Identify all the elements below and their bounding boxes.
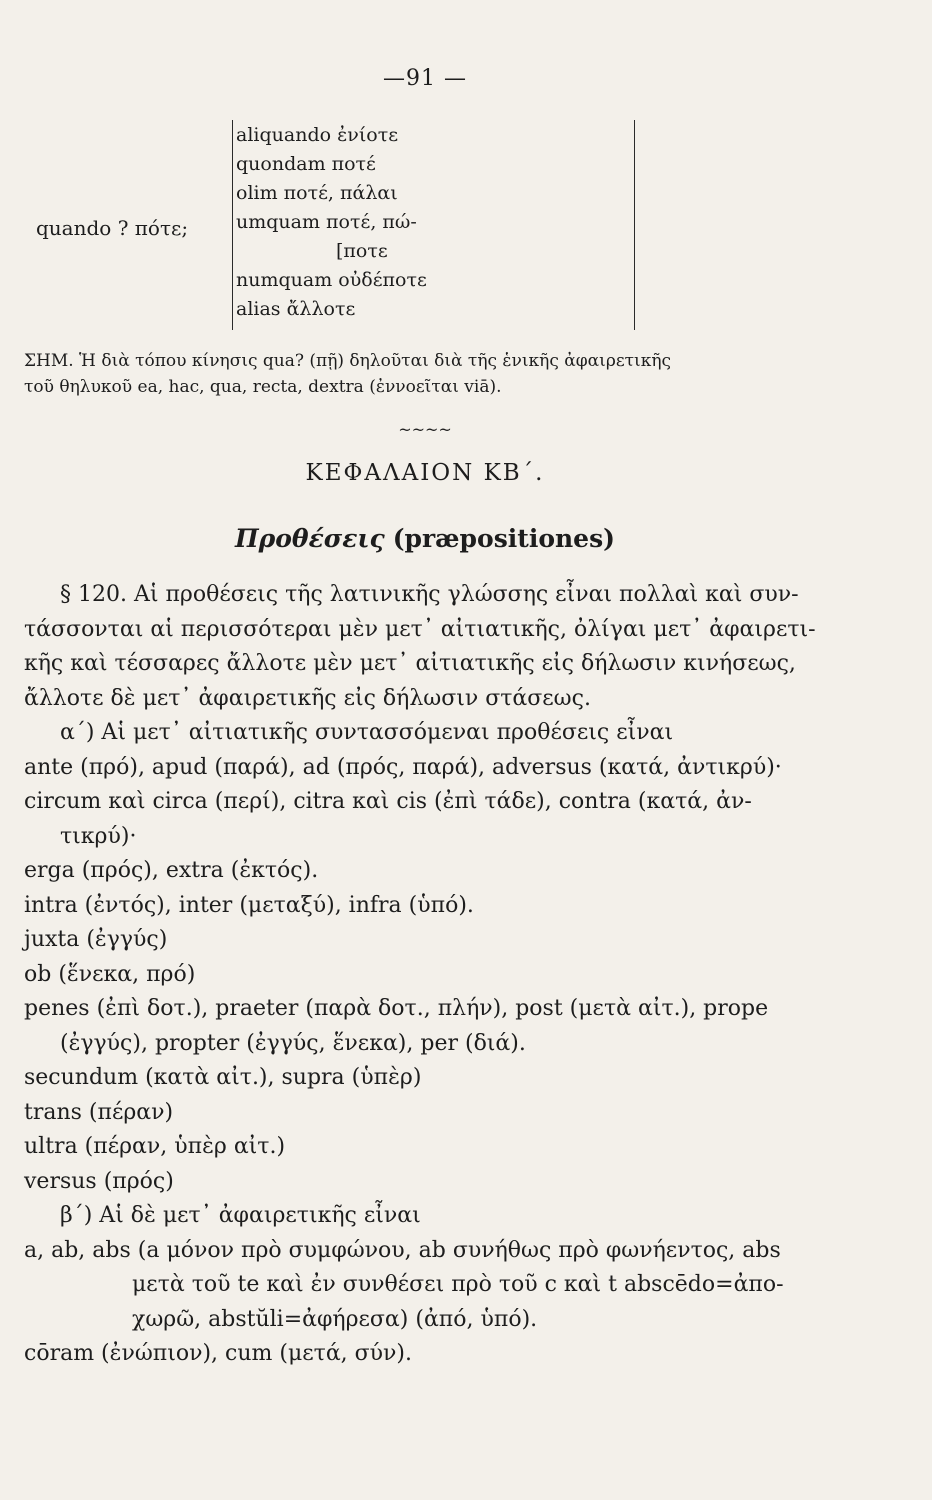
text-line: versus (πρός) <box>24 1168 174 1194</box>
adverb-item: aliquando ἐνίοτε <box>236 124 399 146</box>
text-line: ἄλλοτε δὲ μετ᾽ ἀφαιρετικῆς εἰς δήλωσιν στάσεως. <box>24 685 591 711</box>
text-line: secundum (κατὰ αἰτ.), supra (ὑπὲρ) <box>24 1065 422 1090</box>
adverb-table <box>36 118 676 336</box>
chapter-heading: ΚΕΦΑΛΑΙΟΝ ΚΒ΄. <box>305 460 545 486</box>
text-line: intra (ἐντός), inter (μεταξύ), infra (ὑπό). <box>24 892 474 918</box>
left-bracket-line <box>232 120 233 330</box>
text-line: § 120. Αἱ προθέσεις τῆς λατινικῆς γλώσσης εἶναι πολλαὶ καὶ συν- <box>60 582 799 607</box>
ornament: ~~~~ <box>398 420 452 439</box>
note-line: ΣΗΜ. Ἡ διὰ τόπου κίνησις qua? (πῇ) δηλοῦται διὰ τῆς ἑνικῆς ἀφαιρετικῆς <box>24 351 672 371</box>
text-line: ante (πρό), apud (παρά), ad (πρός, παρά), adversus (κατά, ἀντικρύ)· <box>24 754 782 780</box>
text-line: trans (πέραν) <box>24 1099 174 1125</box>
note-line: τοῦ θηλυκοῦ ea, hac, qua, recta, dextra (ἐννοεῖται viā). <box>24 377 502 397</box>
text-line: κῆς καὶ τέσσαρες ἄλλοτε μὲν μετ᾽ αἰτιατικῆς εἰς δήλωσιν κινήσεως, <box>24 651 796 676</box>
text-line: β΄) Αἱ δὲ μετ᾽ ἀφαιρετικῆς εἶναι <box>60 1203 421 1228</box>
text-line: ultra (πέραν, ὑπὲρ αἰτ.) <box>24 1134 286 1159</box>
text-line: τάσσονται αἱ περισσότεραι μὲν μετ᾽ αἰτιατικῆς, ὀλίγαι μετ᾽ ἀφαιρετι- <box>24 616 816 642</box>
adverb-item: alias ἄλλοτε <box>236 298 356 320</box>
text-line: τικρύ)· <box>60 823 137 849</box>
body-text <box>24 578 860 1372</box>
text-line: (ἐγγύς), propter (ἐγγύς, ἕνεκα), per (διά). <box>60 1030 526 1056</box>
text-line: χωρῶ, abstŭli=ἀφήρεσα) (ἀπό, ὑπό). <box>132 1306 538 1332</box>
adverb-item: olim ποτέ, πάλαι <box>236 182 398 204</box>
text-line: a, ab, abs (a μόνον πρὸ συμφώνου, ab συνήθως πρὸ φωνήεντος, abs <box>24 1237 781 1263</box>
text-line: α΄) Αἱ μετ᾽ αἰτιατικῆς συντασσόμεναι προθέσεις εἶναι <box>60 720 674 745</box>
text-line: penes (ἐπὶ δοτ.), praeter (παρὰ δοτ., πλήν), post (μετὰ αἰτ.), prope <box>24 996 769 1021</box>
adverb-item: numquam οὐδέποτε <box>236 269 427 291</box>
adverb-item: [ποτε <box>336 240 388 262</box>
right-bracket-line <box>634 120 635 330</box>
subtitle-greek: Προθέσεις <box>235 524 385 553</box>
text-line: ob (ἕνεκα, πρό) <box>24 961 196 987</box>
text-line: circum καὶ circa (περί), citra καὶ cis (ἐπὶ τάδε), contra (κατά, ἀν- <box>24 789 752 814</box>
question-word: quando ? πότε; <box>36 216 189 240</box>
text-line: cōram (ἐνώπιον), cum (μετά, σύν). <box>24 1341 413 1366</box>
text-line: μετὰ τοῦ te καὶ ἐν συνθέσει πρὸ τοῦ c καὶ t abscēdo=ἀπο- <box>132 1272 784 1297</box>
adverb-item: umquam ποτέ, πώ- <box>236 211 417 233</box>
chapter-subtitle <box>0 524 850 553</box>
note <box>24 348 844 400</box>
page-number: —91 — <box>383 66 467 91</box>
text-line: erga (πρός), extra (ἐκτός). <box>24 858 319 883</box>
subtitle-latin: (præpositiones) <box>392 524 615 553</box>
adverb-item: quondam ποτέ <box>236 153 376 175</box>
text-line: juxta (ἐγγύς) <box>24 927 168 952</box>
